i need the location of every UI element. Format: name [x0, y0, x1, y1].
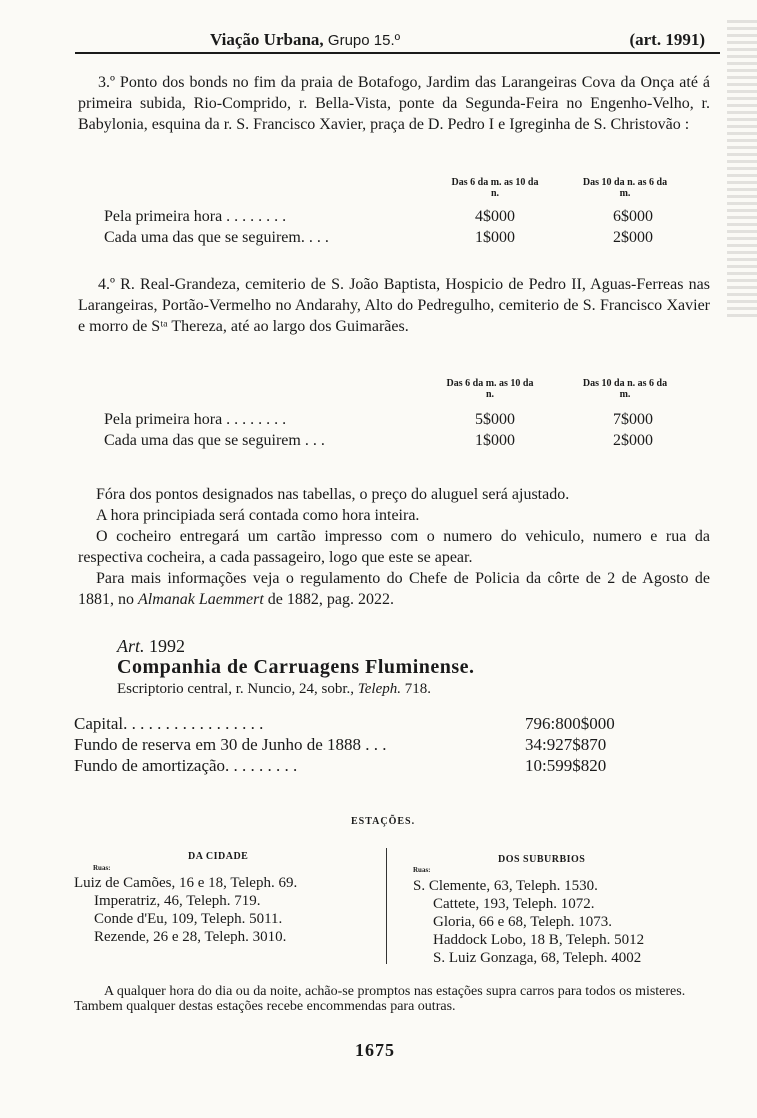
table1-row-value: 6$000: [613, 208, 653, 225]
finance-value: 796:800$000: [525, 714, 615, 733]
header-group: Grupo 15.º: [327, 32, 401, 49]
paragraph-4: 4.º R. Real-Grandeza, cemiterio de S. João Baptista, Hospicio de Pedro II, Aguas-Ferreas nas Larangeiras, Portão-Vermelho no Andarahy, Alto do Pedregulho, cemiterio de S. Francisco Xavier e morro de Sᵗᵃ Thereza, até ao largo dos Guimarães.: [78, 276, 710, 335]
table2-row-value: 1$000: [475, 432, 515, 449]
page-header: [75, 28, 715, 52]
footer-note: A qualquer hora do dia ou da noite, achão-se promptos nas estações supra carros para todos os misteres. Tambem qualquer destas estações recebe encommendas para outras.: [74, 984, 686, 1014]
table2-row-value: 7$000: [613, 411, 653, 428]
table1-row-label: Pela primeira hora . . . . . . . .: [104, 208, 287, 225]
header-rule: [75, 52, 720, 54]
page-number: 1675: [355, 1040, 395, 1060]
table1-row-label: Cada uma das que se seguirem. . . .: [104, 229, 329, 246]
city-heading: DA CIDADE: [188, 851, 249, 862]
city-station: Rezende, 26 e 28, Teleph. 3010.: [94, 929, 287, 945]
suburb-station: Haddock Lobo, 18 B, Teleph. 5012: [433, 932, 645, 948]
article-heading: Art. 1992: [117, 636, 186, 656]
table1-row-value: 2$000: [613, 229, 653, 246]
header-article-ref: (art. 1991): [629, 30, 705, 49]
finance-value: 34:927$870: [525, 735, 607, 754]
suburbs-ruas-label: Ruas:: [413, 866, 431, 874]
paragraph-3: 3.º Ponto dos bonds no fim da praia de Botafogo, Jardim das Larangeiras Cova da Onça até á primeira subida, Rio-Comprido, r. Bella-Vista, ponte da Segunda-Feira no Engenho-Velho, r. Babylonia, esquina da r. S. Francisco Xavier, praça de D. Pedro I e Igreginha de S. Christovão :: [78, 74, 710, 133]
table1-col2-head: Das 10 da n. as 6 da m.: [582, 177, 668, 199]
finance-label: Fundo de amortização. . . . . . . . .: [74, 756, 298, 775]
stations-title: ESTAÇÕES.: [351, 816, 416, 827]
table2-col2-head: Das 10 da n. as 6 da m.: [582, 378, 668, 400]
suburb-station: S. Clemente, 63, Teleph. 1530.: [413, 878, 598, 894]
table2-row-label: Pela primeira hora . . . . . . . .: [104, 411, 287, 428]
suburb-station: S. Luiz Gonzaga, 68, Teleph. 4002: [433, 950, 642, 966]
office-address: Escriptorio central, r. Nuncio, 24, sobr., Teleph. 718.: [117, 681, 431, 697]
company-name: Companhia de Carruagens Fluminense.: [117, 656, 475, 678]
table1-col1-head: Das 6 da m. as 10 da n.: [451, 177, 539, 199]
note-line: Fóra dos pontos designados nas tabellas, o preço do aluguel será ajustado.: [96, 486, 570, 503]
note-line: O cocheiro entregará um cartão impresso com o numero do vehiculo, numero e rua da respectiva cocheira, a cada passageiro, logo que este se apear.: [78, 528, 710, 566]
header-title: Viação Urbana, Grupo 15.º: [210, 30, 401, 49]
scan-edge-shadow: [727, 20, 757, 320]
suburbs-heading: DOS SUBURBIOS: [498, 854, 586, 865]
note-line: Para mais informações veja o regulamento do Chefe de Policia da côrte de 2 de Agosto de 1881, no Almanak Laemmert de 1882, pag. 2022.: [78, 570, 710, 608]
finance-label: Capital. . . . . . . . . . . . . . . . .: [74, 714, 264, 733]
column-divider: [386, 848, 387, 964]
suburb-station: Gloria, 66 e 68, Teleph. 1073.: [433, 914, 613, 930]
suburb-station: Cattete, 193, Teleph. 1072.: [433, 896, 595, 912]
city-ruas-label: Ruas:: [93, 864, 111, 872]
finance-value: 10:599$820: [525, 756, 607, 775]
table2-col1-head: Das 6 da m. as 10 da n.: [446, 378, 534, 400]
city-station: Luiz de Camões, 16 e 18, Teleph. 69.: [74, 875, 298, 891]
city-station: Conde d'Eu, 109, Teleph. 5011.: [94, 911, 283, 927]
table2-row-value: 5$000: [475, 411, 515, 428]
almanak-title: Almanak Laemmert: [138, 591, 264, 608]
note-line: A hora principiada será contada como hora inteira.: [96, 507, 420, 524]
table1-row-value: 4$000: [475, 208, 515, 225]
table1-row-value: 1$000: [475, 229, 515, 246]
finance-label: Fundo de reserva em 30 de Junho de 1888 . . .: [74, 735, 387, 754]
city-station: Imperatriz, 46, Teleph. 719.: [94, 893, 261, 909]
table2-row-label: Cada uma das que se seguirem . . .: [104, 432, 325, 449]
table2-row-value: 2$000: [613, 432, 653, 449]
